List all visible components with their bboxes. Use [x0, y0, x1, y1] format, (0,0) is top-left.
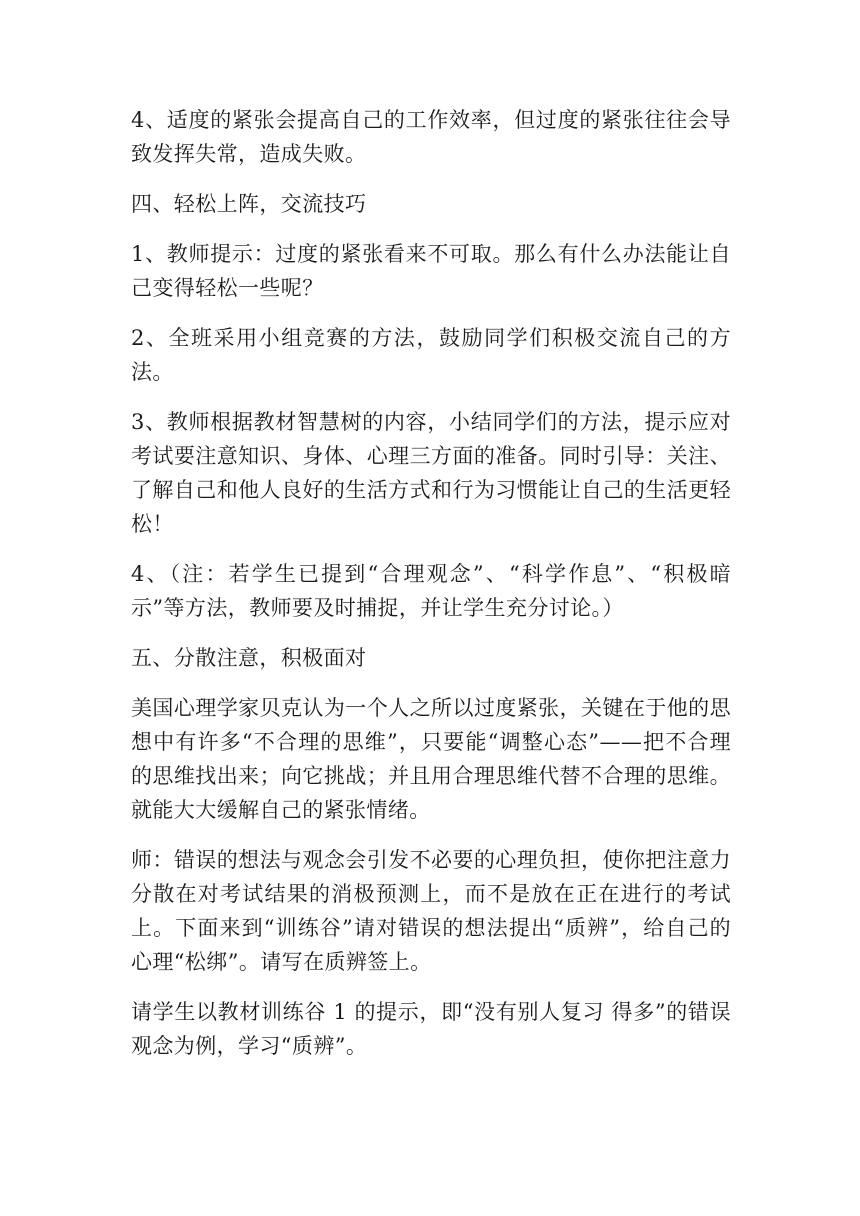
- paragraph-student-exercise: 请学生以教材训练谷 1 的提示，即“没有别人复习 得多”的错误观念为例，学习“质辨”。: [131, 1000, 731, 1058]
- paragraph-group-competition: 2、全班采用小组竞赛的方法，鼓励同学们积极交流自己的方法。: [131, 326, 731, 384]
- paragraph-teacher-training-valley: 师：错误的想法与观念会引发不必要的心理负担，使你把注意力分散在对考试结果的消极预测上，而不是放在正在进行的考试上。下面来到“训练谷”请对错误的想法提出“质辨”，给自己的心理“松绑”。请写在质辨签上。: [131, 848, 731, 974]
- document-body: [131, 103, 731, 1079]
- paragraph-point-4-tension: 4、适度的紧张会提高自己的工作效率，但过度的紧张往往会导致发挥失常，造成失败。: [131, 108, 731, 166]
- section-heading-5: 五、分散注意，积极面对: [131, 646, 367, 670]
- paragraph-note: 4、（注：若学生已提到“合理观念”、“科学作息”、“积极暗示”等方法，教师要及时捕捉，并让学生充分讨论。）: [131, 562, 731, 620]
- paragraph-beck-theory: 美国心理学家贝克认为一个人之所以过度紧张，关键在于他的思想中有许多“不合理的思维”，只要能“调整心态”——把不合理的思维找出来；向它挑战；并且用合理思维代替不合理的思维。就能大大缓解自己的紧张情绪。: [131, 696, 731, 822]
- paragraph-wisdom-tree-summary: 3、教师根据教材智慧树的内容，小结同学们的方法，提示应对考试要注意知识、身体、心理三方面的准备。同时引导：关注、了解自己和他人良好的生活方式和行为习惯能让自己的生活更轻松！: [131, 410, 731, 536]
- section-heading-4: 四、轻松上阵，交流技巧: [131, 192, 367, 216]
- paragraph-teacher-prompt: 1、教师提示：过度的紧张看来不可取。那么有什么办法能让自己变得轻松一些呢？: [131, 242, 731, 300]
